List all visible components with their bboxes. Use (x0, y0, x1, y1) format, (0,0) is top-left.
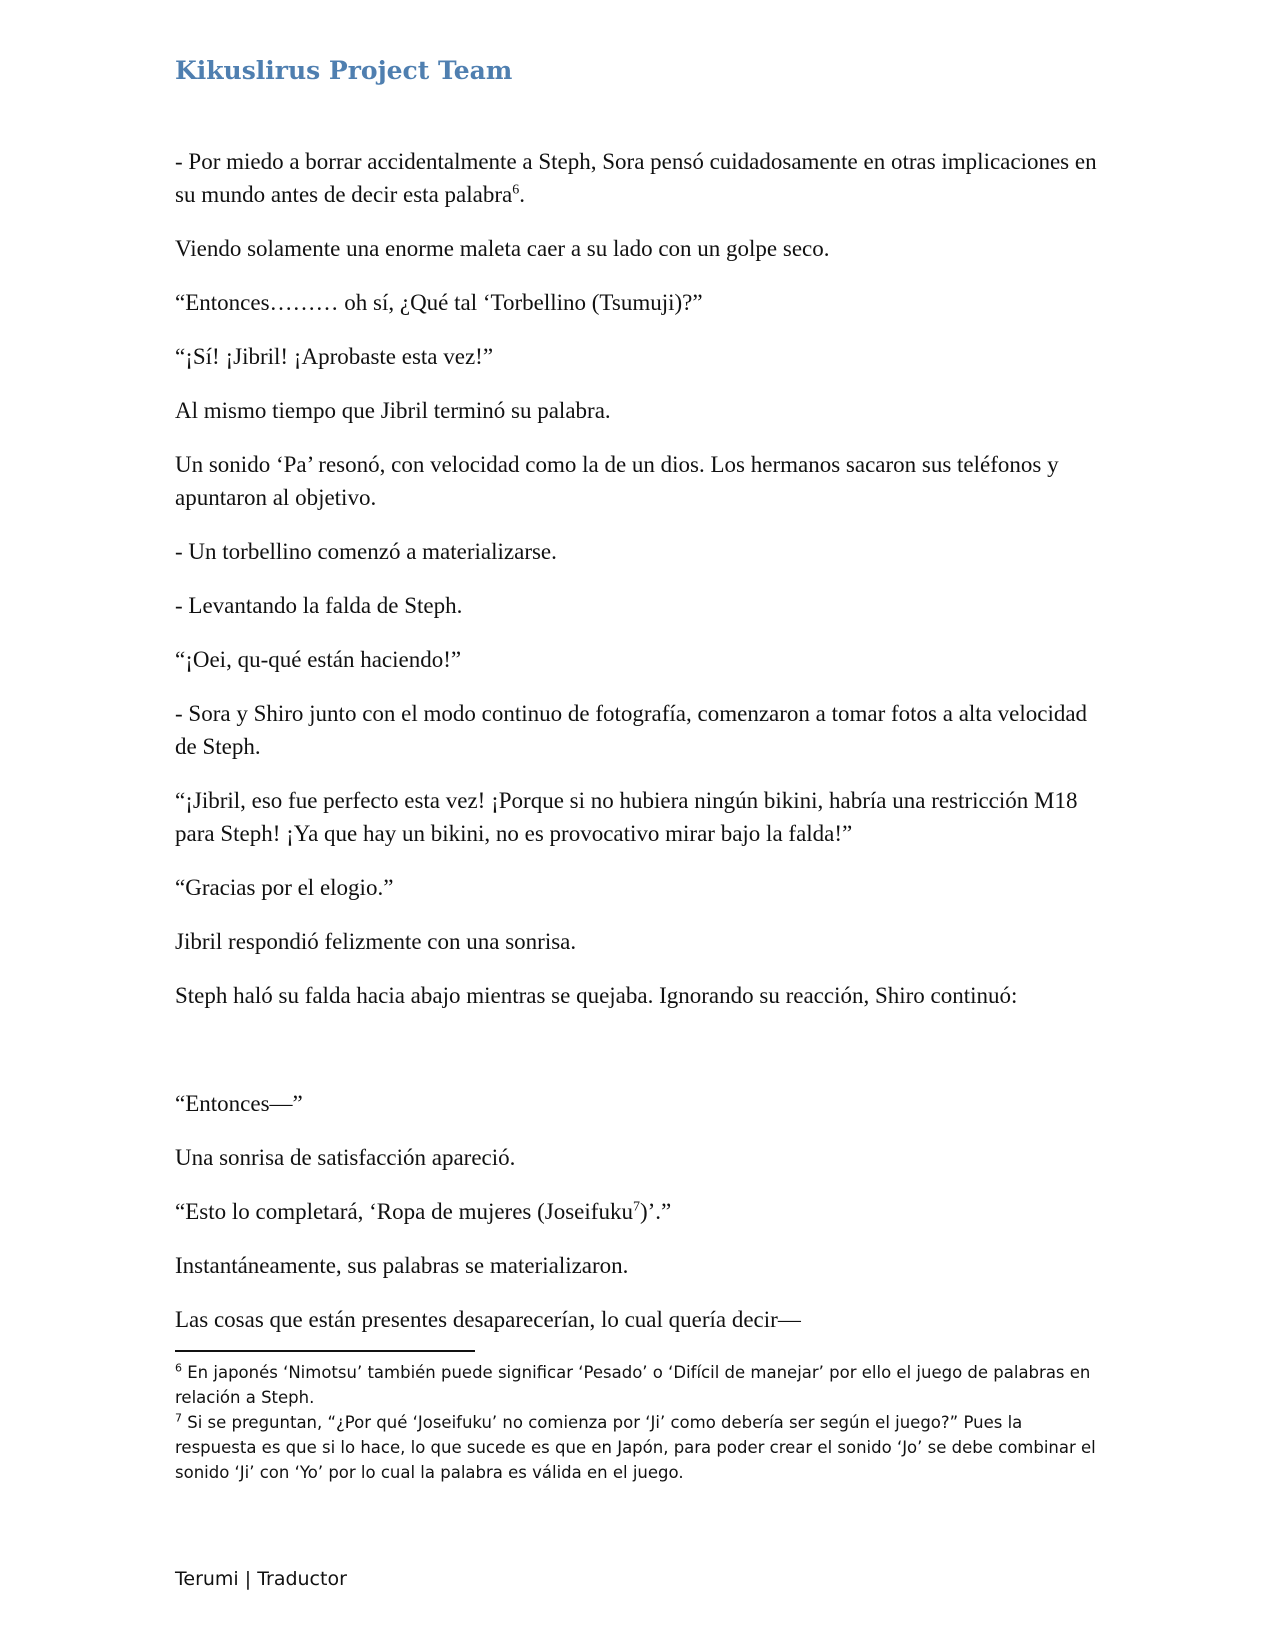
footnote-separator (175, 1350, 475, 1352)
paragraph: Steph haló su falda hacia abajo mientras se quejaba. Ignorando su reacción, Shiro continuó: (175, 983, 1018, 1008)
page-header-title: Kikuslirus Project Team (175, 56, 513, 85)
footnotes (175, 1360, 1105, 1485)
paragraph (175, 1195, 1105, 1228)
paragraph: “Gracias por el elogio.” (175, 875, 394, 900)
paragraph: Al mismo tiempo que Jibril terminó su palabra. (175, 398, 611, 423)
paragraph-text-end: )’.” (639, 1199, 672, 1224)
paragraph: Una sonrisa de satisfacción apareció. (175, 1145, 516, 1170)
footnote (175, 1410, 1105, 1485)
paragraph: Viendo solamente una enorme maleta caer a su lado con un golpe seco. (175, 236, 830, 261)
paragraph: “¡Oei, qu-qué están haciendo!” (175, 647, 462, 672)
paragraph: Jibril respondió felizmente con una sonrisa. (175, 929, 577, 954)
footnote-reference[interactable]: 6 (512, 182, 520, 198)
paragraph: “¡Sí! ¡Jibril! ¡Aprobaste esta vez!” (175, 344, 494, 369)
footnote-marker: 6 (175, 1361, 182, 1375)
footnote-reference[interactable]: 7 (632, 1199, 640, 1215)
paragraph (175, 145, 1105, 211)
paragraph: Las cosas que están presentes desaparecerían, lo cual quería decir— (175, 1307, 801, 1332)
footnote-marker: 7 (175, 1411, 182, 1425)
paragraph: - Sora y Shiro junto con el modo continuo de fotografía, comenzaron a tomar fotos a alta velocidad de Steph. (175, 701, 1088, 759)
document-body (175, 145, 1105, 1357)
footnote-text: En japonés ‘Nimotsu’ también puede significar ‘Pesado’ o ‘Difícil de manejar’ por ello el juego de palabras en relación a Steph. (175, 1363, 1091, 1407)
paragraph-text: “Esto lo completará, ‘Ropa de mujeres (Joseifuku (175, 1199, 633, 1224)
paragraph: Instantáneamente, sus palabras se materializaron. (175, 1253, 629, 1278)
page-footer: Terumi | Traductor (175, 1568, 347, 1590)
paragraph: “Entonces……… oh sí, ¿Qué tal ‘Torbellino (Tsumuji)?” (175, 290, 703, 315)
paragraph: “Entonces—” (175, 1091, 303, 1116)
paragraph-text: - Por miedo a borrar accidentalmente a Steph, Sora pensó cuidadosamente en otras implicaciones en su mundo antes de decir esta palabra (175, 149, 1097, 207)
paragraph: - Levantando la falda de Steph. (175, 593, 463, 618)
paragraph: Un sonido ‘Pa’ resonó, con velocidad como la de un dios. Los hermanos sacaron sus teléfonos y apuntaron al objetivo. (175, 452, 1059, 510)
paragraph-text-end: . (519, 182, 525, 207)
footnote (175, 1360, 1105, 1410)
paragraph: “¡Jibril, eso fue perfecto esta vez! ¡Porque si no hubiera ningún bikini, habría una restricción M18 para Steph! ¡Ya que hay un bikini, no es provocativo mirar bajo la falda!” (175, 788, 1078, 846)
footnote-text: Si se preguntan, “¿Por qué ‘Joseifuku’ no comienza por ‘Ji’ como debería ser según el juego?” Pues la respuesta es que si lo hace, lo que sucede es que en Japón, para poder crear el sonido ‘Jo’ se debe combinar el sonido ‘Ji’ con ‘Yo’ por lo cual la palabra es válida en el juego. (175, 1413, 1096, 1482)
paragraph: - Un torbellino comenzó a materializarse. (175, 539, 557, 564)
